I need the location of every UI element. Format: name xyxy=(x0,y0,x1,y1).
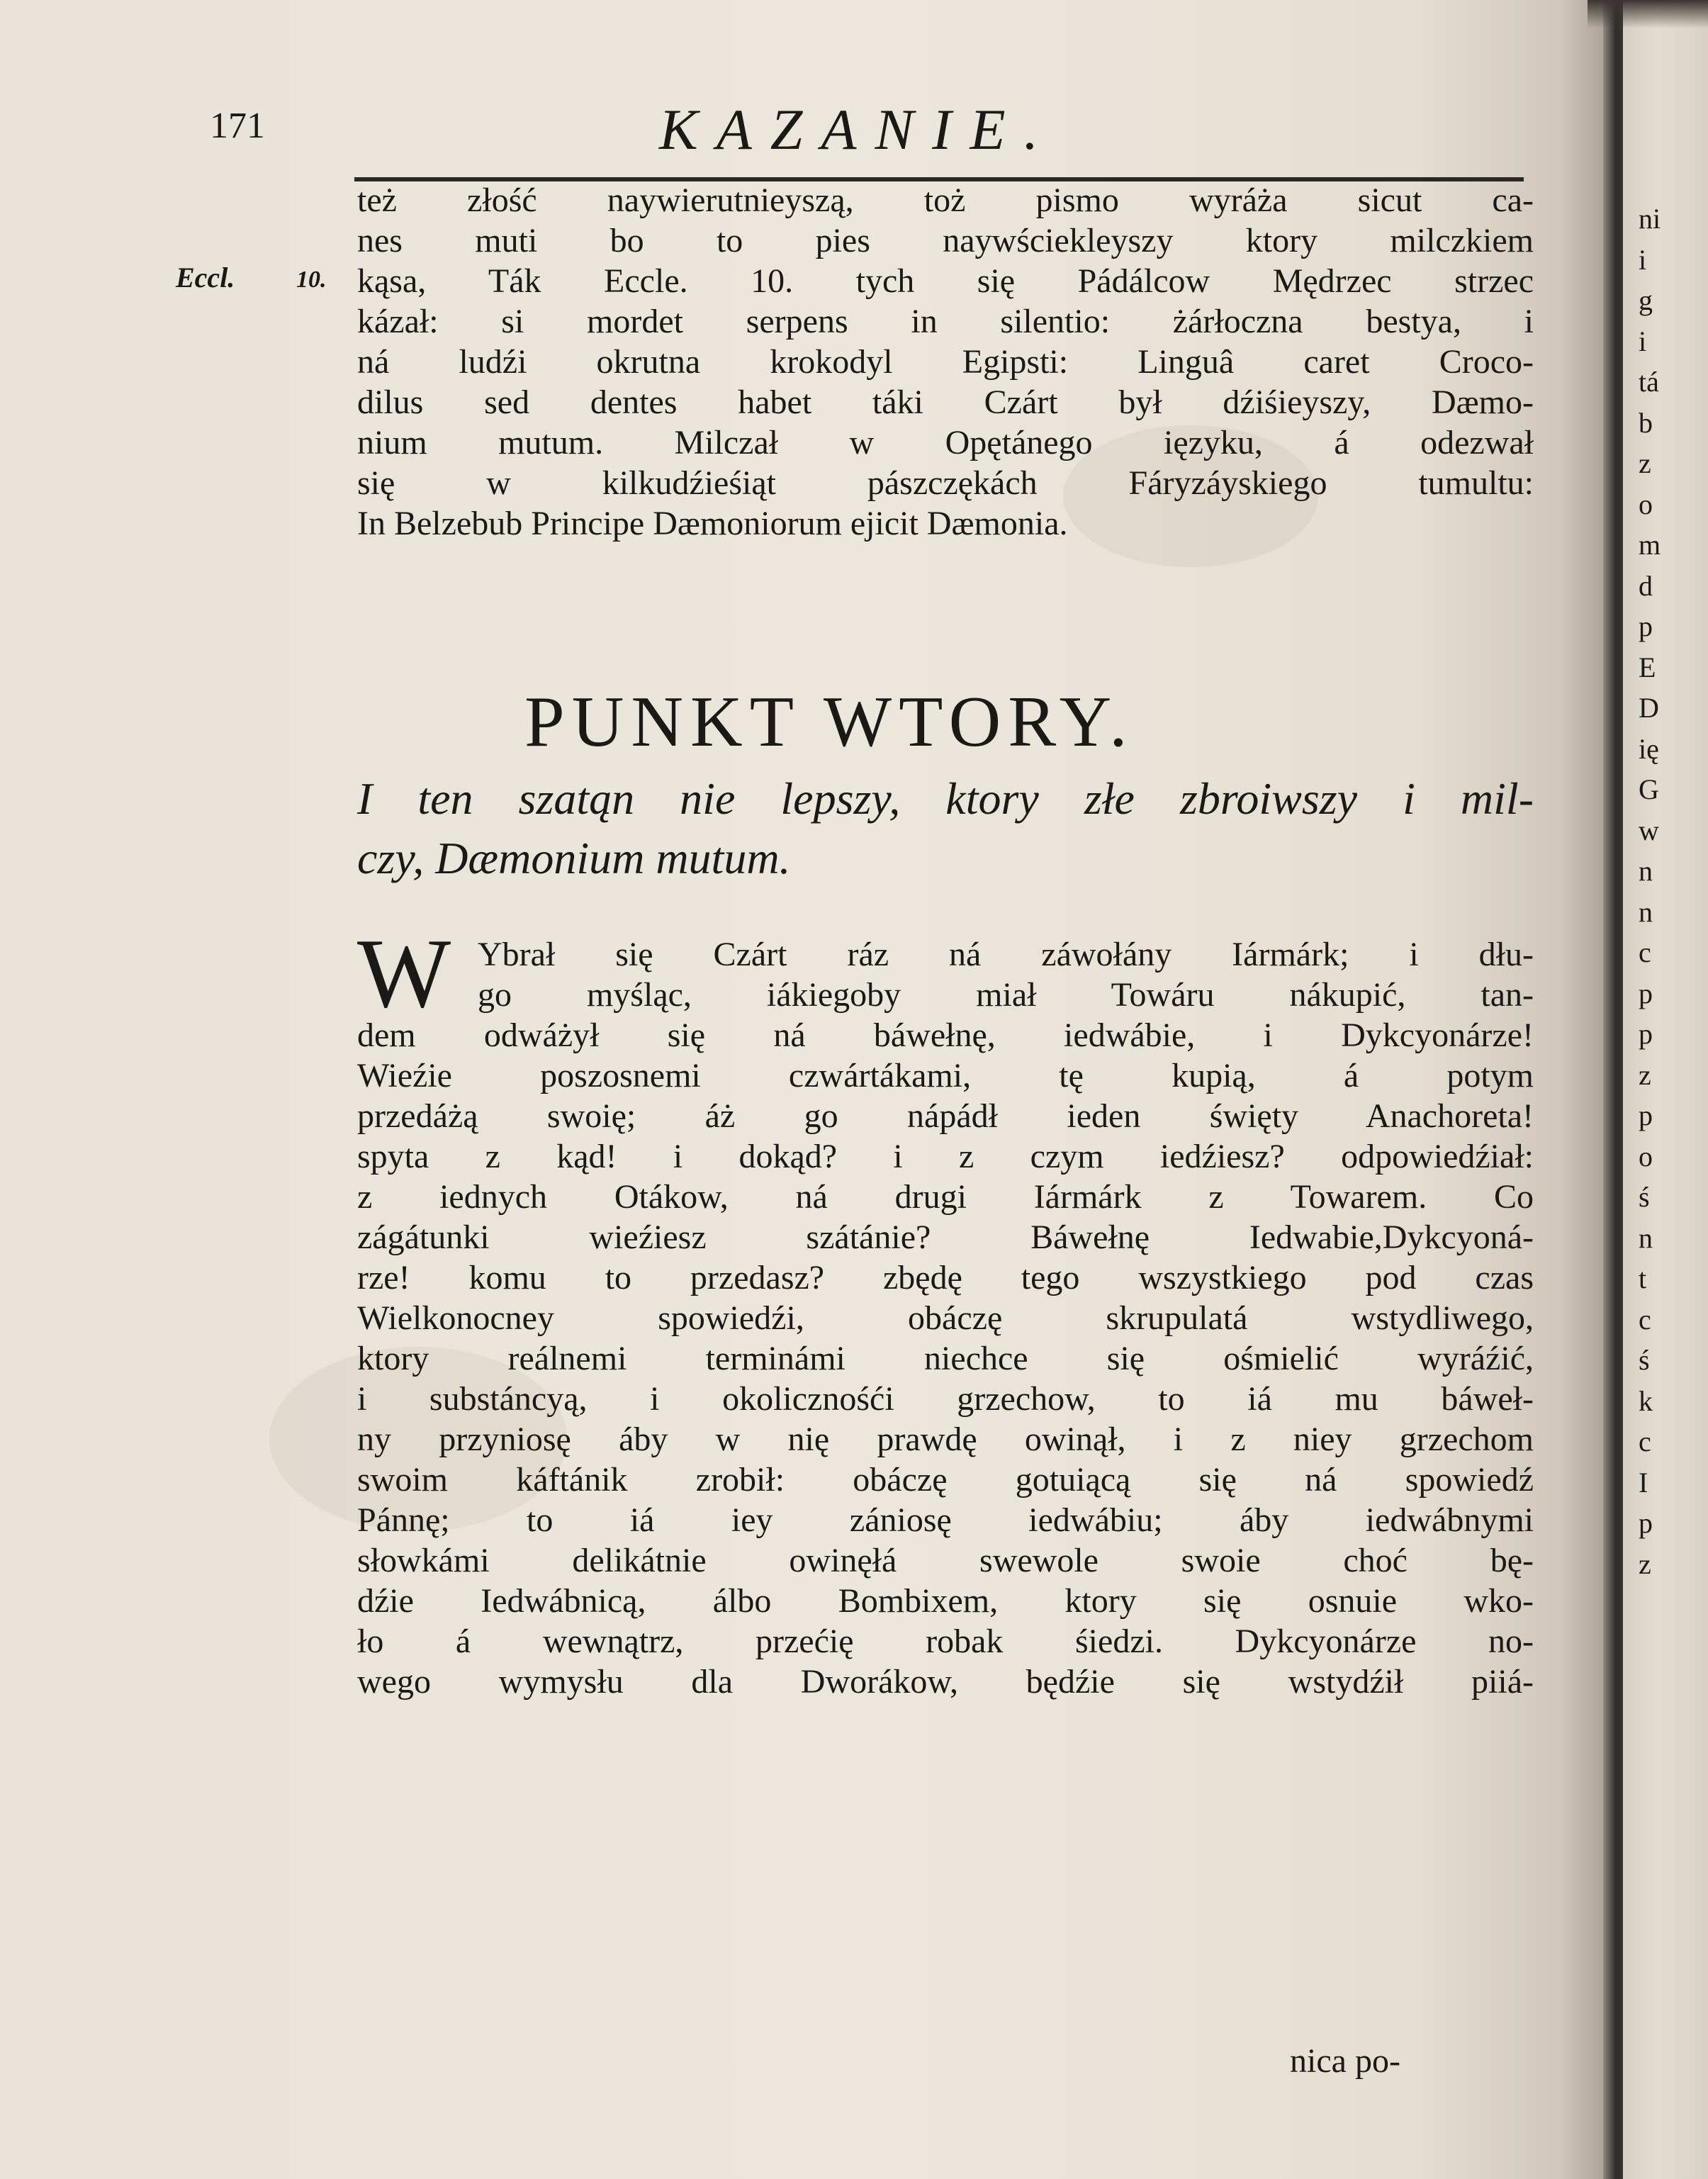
marginal-note: 10. xyxy=(296,267,327,293)
fragment-line: ś xyxy=(1639,1344,1650,1376)
fragment-line: b xyxy=(1639,406,1653,439)
fragment-line: t xyxy=(1639,1262,1647,1294)
intro-text xyxy=(357,180,1534,544)
page-number: 171 xyxy=(210,106,265,146)
fragment-line: k xyxy=(1639,1384,1653,1417)
text-line: i substáncyą, i okolicznośći grzechow, to iá mu báweł- xyxy=(357,1380,1534,1418)
text-line: dilus sed dentes habet táki Czárt był dźiśieyszy, Dæmo- xyxy=(357,383,1534,421)
fragment-line: p xyxy=(1639,610,1653,642)
text-line: dem odwáżył się ná báwełnę, iedwábie, i Dykcyonárze! xyxy=(357,1016,1534,1054)
fragment-line: z xyxy=(1639,1058,1651,1091)
text-line: też złość naywierutnieyszą, toż pismo wyráża sicut ca- xyxy=(357,181,1534,219)
catchword: nica po- xyxy=(1290,2042,1400,2080)
fragment-line: n xyxy=(1639,1221,1653,1254)
fragment-line: o xyxy=(1639,1140,1653,1172)
fragment-line: c xyxy=(1639,1303,1651,1335)
text-line: przedáżą swoię; áż go nápádł ieden święty Anachoreta! xyxy=(357,1097,1534,1135)
fragment-line: ni xyxy=(1639,203,1661,235)
fragment-line: p xyxy=(1639,1099,1653,1131)
fragment-line: n xyxy=(1639,895,1653,928)
fragment-line: g xyxy=(1639,284,1653,316)
section-subtitle xyxy=(357,769,1534,888)
text-line: Wieźie poszosnemi czwártákami, tę kupią, á potym xyxy=(357,1057,1534,1094)
fragment-line: G xyxy=(1639,773,1659,805)
subtitle-line: I ten szatąn nie lepszy, ktory złe zbroiwszy i mil- xyxy=(357,773,1534,824)
text-line: wego wymysłu dla Dworákow, będźie się wstydźił piiá- xyxy=(357,1663,1534,1701)
fragment-line: m xyxy=(1639,529,1661,561)
text-line: ktory reálnemi terminámi niechce się ośmielić wyráźić, xyxy=(357,1340,1534,1377)
right-page-fragment xyxy=(1639,198,1708,1584)
text-line: In Belzebub Principe Dæmoniorum ejicit Dæmonia. xyxy=(357,505,1068,542)
fragment-line: ię xyxy=(1639,732,1659,765)
fragment-line: ś xyxy=(1639,1181,1650,1213)
text-line: Wielkonocney spowiedźi, obáczę skrupulatá wstydliwego, xyxy=(357,1299,1534,1337)
text-line: kąsa, Ták Eccle. 10. tych się Pádálcow Mędrzec strzec xyxy=(357,262,1534,300)
fragment-line: tá xyxy=(1639,366,1659,398)
text-line: swoim káftánik zrobił: obáczę gotuiącą się ná spowiedź xyxy=(357,1461,1534,1499)
fragment-line: E xyxy=(1639,651,1656,683)
text-line: go myśląc, iákiegoby miał Towáru nákupić, tan- xyxy=(478,976,1534,1014)
text-line: ná ludźi okrutna krokodyl Egipsti: Linguâ caret Croco- xyxy=(357,343,1534,381)
fragment-line: p xyxy=(1639,1018,1653,1050)
text-line: słowkámi delikátnie owinęłá swewole swoie choć bę- xyxy=(357,1542,1534,1579)
text-line: kázał: si mordet serpens in silentio: żárłoczna bestya, i xyxy=(357,303,1534,340)
section-heading: PUNKT WTORY. xyxy=(524,682,1135,762)
drop-cap: W xyxy=(357,919,451,1029)
text-line: ny przyniosę áby w nię prawdę owinął, i z niey grzechom xyxy=(357,1421,1534,1458)
edge-shadow xyxy=(1588,0,1708,28)
text-line: zágátunki wieźiesz szátánie? Báwełnę Iedwabie,Dykcyoná- xyxy=(357,1219,1534,1256)
text-line: nium mutum. Milczał w Opętánego ięzyku, á odezwał xyxy=(357,424,1534,461)
text-line: nes muti bo to pies naywściekleyszy ktory milczkiem xyxy=(357,222,1534,259)
text-line: ło á wewnątrz, przećię robak śiedzi. Dykcyonárze no- xyxy=(357,1623,1534,1660)
fragment-line: I xyxy=(1639,1466,1648,1499)
marginal-note: Eccl. xyxy=(176,262,235,293)
text-line: Ybrał się Czárt ráz ná záwołány Iármárk; i dłu- xyxy=(478,936,1534,973)
subtitle-line: czy, Dæmonium mutum. xyxy=(357,833,791,883)
book-gutter xyxy=(1603,0,1624,2179)
fragment-line: z xyxy=(1639,447,1651,479)
text-line: spyta z kąd! i dokąd? i z czym iedźiesz? odpowiedźiał: xyxy=(357,1138,1534,1175)
fragment-line: c xyxy=(1639,1425,1651,1457)
fragment-line: p xyxy=(1639,1507,1653,1539)
fragment-line: i xyxy=(1639,243,1647,276)
body-paragraph xyxy=(357,934,1534,1702)
text-line: Pánnę; to iá iey zániosę iedwábiu; áby iedwábnymi xyxy=(357,1501,1534,1539)
text-line: dźie Iedwábnicą, álbo Bombixem, ktory się osnuie wko- xyxy=(357,1582,1534,1620)
fragment-line: D xyxy=(1639,692,1659,724)
fragment-line: c xyxy=(1639,936,1651,968)
text-line: rze! komu to przedasz? zbędę tego wszystkiego pod czas xyxy=(357,1259,1534,1296)
fragment-line: o xyxy=(1639,488,1653,520)
text-line: z iednych Otákow, ná drugi Iármárk z Towarem. Co xyxy=(357,1178,1534,1216)
fragment-line: i xyxy=(1639,325,1647,357)
text-line: się w kilkudźieśiąt pászczękách Fáryzáyskiego tumultu: xyxy=(357,464,1534,502)
fragment-line: z xyxy=(1639,1547,1651,1580)
fragment-line: w xyxy=(1639,814,1659,846)
running-head: KAZANIE. xyxy=(659,97,1057,162)
fragment-line: n xyxy=(1639,855,1653,887)
fragment-line: p xyxy=(1639,977,1653,1009)
fragment-line: d xyxy=(1639,569,1653,602)
right-page-edge xyxy=(1623,0,1708,2179)
